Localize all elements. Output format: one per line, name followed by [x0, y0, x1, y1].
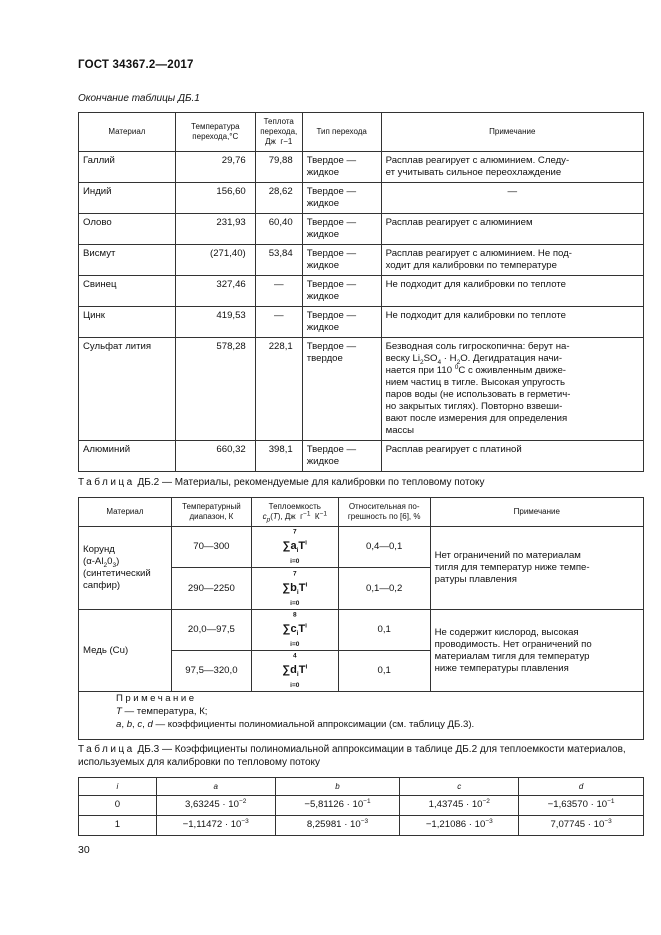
index-cell: 1 [79, 816, 157, 836]
heat-cell: 53,84 [255, 245, 302, 276]
range-cell: 70—300 [171, 527, 251, 568]
table-row [79, 245, 644, 276]
range-cell: 290—2250 [171, 568, 251, 610]
type-cell: Твердое — жидкое [302, 152, 381, 183]
table-row [79, 307, 644, 338]
document-header: ГОСТ 34367.2—2017 [78, 59, 194, 71]
sum-upper-limit: 7 [292, 528, 297, 536]
table3-header-row [79, 778, 644, 796]
table-row [79, 152, 644, 183]
sum-upper-limit: 8 [292, 611, 297, 619]
note-cell: Безводная соль гигроскопична: берут на- веску $Li_2SO_4 \cdot H_2O$. Дегидратация начи- нается при 110 $^0$С с оживленным движе- нием частиц в тигле. Высокая упругость паров воды (не использовать в герметич- но закрытых тиглях). Повторно взвеши- вают после измерения для определения массы [381, 338, 643, 441]
table1-header-cell: Примечание [381, 113, 643, 152]
temp-cell: 419,53 [175, 307, 255, 338]
table2-caption-label: Таблица [78, 477, 135, 488]
sum-lower-limit: i=0 [290, 641, 300, 649]
heat-cell: 28,62 [255, 183, 302, 214]
error-cell: 0,4—0,1 [338, 527, 430, 568]
type-cell: Твердое — жидкое [302, 245, 381, 276]
heat-cell: 60,40 [255, 214, 302, 245]
table1-header-row [79, 113, 644, 152]
table2-header-cell: Теплоемкость $c_p(T)$, Дж $г^{-1}$ $К^{-1}$ [251, 498, 338, 527]
table-row [79, 441, 644, 472]
note-cell: — [381, 183, 643, 214]
error-cell: 0,1 [338, 651, 430, 692]
coef-cell: $-1,11472 \cdot 10^{-3}$ [156, 816, 275, 836]
sum-upper-limit: 4 [292, 652, 297, 660]
heat-cell: 228,1 [255, 338, 302, 441]
note-cell: Не подходит для калибровки по теплоте [381, 307, 643, 338]
material-cell: Висмут [79, 245, 176, 276]
note-line: a, b, c, d — коэффициенты полиномиальной аппроксимации (см. таблицу ДБ.3). [116, 719, 475, 730]
temp-cell: 29,76 [175, 152, 255, 183]
material-cell: Сульфат лития [79, 338, 176, 441]
table1-header-cell: Материал [79, 113, 176, 152]
temp-cell: 578,28 [175, 338, 255, 441]
coef-cell: $8,25981 \cdot 10^{-3}$ [275, 816, 400, 836]
coef-cell: $1,43745 \cdot 10^{-2}$ [400, 796, 519, 816]
temp-cell: 231,93 [175, 214, 255, 245]
type-cell: Твердое — жидкое [302, 214, 381, 245]
table1-header-cell: Температура перехода,°С [175, 113, 255, 152]
note-cell: Не подходит для калибровки по теплоте [381, 276, 643, 307]
type-cell: Твердое — жидкое [302, 307, 381, 338]
note-cell: Нет ограничений по материалам тигля для температур ниже темпе- ратуры плавления [430, 527, 643, 610]
table3 [78, 777, 644, 836]
error-cell: 0,1 [338, 610, 430, 651]
formula-cell: $^7$ $\sum b_iT^i$ $_{i=0}$ [251, 568, 338, 610]
material-cell: Свинец [79, 276, 176, 307]
type-cell: Твердое — жидкое [302, 441, 381, 472]
table2-header-row [79, 498, 644, 527]
error-cell: 0,1—0,2 [338, 568, 430, 610]
note-cell: Расплав реагирует с алюминием. Следу- ет учитывать сильное переохлаждение [381, 152, 643, 183]
note-title: Примечание [116, 693, 197, 704]
note-cell: Расплав реагирует с платиной [381, 441, 643, 472]
material-cell: Индий [79, 183, 176, 214]
table3-caption-label: Таблица [78, 744, 135, 755]
note-line: T — температура, К; [116, 706, 208, 717]
heat-cell: — [255, 307, 302, 338]
coef-cell: $-1,63570 \cdot 10^{-1}$ [519, 796, 644, 816]
material-cell: Корунд $(\alpha-Al_20_3)$ (синтетический сапфир) [79, 527, 172, 610]
sum-upper-limit: 7 [292, 569, 297, 577]
table2-header-cell: Материал [79, 498, 172, 527]
table-row [79, 527, 644, 568]
table3-header-cell: a [156, 778, 275, 796]
index-cell: 0 [79, 796, 157, 816]
table3-header-cell: c [400, 778, 519, 796]
table-row [79, 276, 644, 307]
page-number: 30 [78, 844, 90, 856]
table-row [79, 610, 644, 651]
range-cell: 20,0—97,5 [171, 610, 251, 651]
table3-header-cell: d [519, 778, 644, 796]
type-cell: Твердое — жидкое [302, 276, 381, 307]
table2-caption [78, 476, 485, 489]
temp-cell: 156,60 [175, 183, 255, 214]
table1 [78, 112, 644, 472]
type-cell: Твердое — твердое [302, 338, 381, 441]
table-row [79, 338, 644, 441]
temp-cell: 327,46 [175, 276, 255, 307]
range-cell: 97,5—320,0 [171, 651, 251, 692]
table-row [79, 183, 644, 214]
material-cell: Алюминий [79, 441, 176, 472]
formula-cell: $^4$ $\sum d_iT^i$ $_{i=0}$ [251, 651, 338, 692]
table1-header-cell: Теплота перехода, Дж г−1 [255, 113, 302, 152]
table2-caption-text: ДБ.2 — Материалы, рекомендуемые для калибровки по тепловому потоку [137, 477, 485, 488]
table2-header-cell: Примечание [430, 498, 643, 527]
sum-lower-limit: i=0 [290, 682, 300, 690]
coef-cell: $-1,21086 \cdot 10^{-3}$ [400, 816, 519, 836]
heat-cell: — [255, 276, 302, 307]
material-cell: Галлий [79, 152, 176, 183]
table1-caption: Окончание таблицы ДБ.1 [78, 93, 200, 104]
temp-cell: 660,32 [175, 441, 255, 472]
table3-header-cell: i [79, 778, 157, 796]
table2-note [116, 692, 474, 731]
heat-cell: 79,88 [255, 152, 302, 183]
table-row [79, 796, 644, 816]
table2-header-cell: Температурный диапазон, К [171, 498, 251, 527]
note-cell: Расплав реагирует с алюминием. Не под- ходит для калибровки по температуре [381, 245, 643, 276]
table2-header-cell: Относительная по- грешность по [6], % [338, 498, 430, 527]
note-cell: Расплав реагирует с алюминием [381, 214, 643, 245]
heat-cell: 398,1 [255, 441, 302, 472]
table-row [79, 816, 644, 836]
sum-lower-limit: i=0 [290, 599, 300, 607]
coef-cell: $7,07745 \cdot 10^{-3}$ [519, 816, 644, 836]
type-cell: Твердое — жидкое [302, 183, 381, 214]
formula-cell: $^8$ $\sum c_iT^i$ $_{i=0}$ [251, 610, 338, 651]
coef-cell: $3,63245 \cdot 10^{-2}$ [156, 796, 275, 816]
formula-cell: $^7$ $\sum a_iT^i$ $_{i=0}$ [251, 527, 338, 568]
table3-caption-text: ДБ.3 — Коэффициенты полиномиальной аппроксимации в таблице ДБ.2 для теплоемкости материалов, используемых для калибровки по тепловому потоку [78, 744, 626, 768]
table1-header-cell: Тип перехода [302, 113, 381, 152]
material-cell: Олово [79, 214, 176, 245]
table-row [79, 214, 644, 245]
table3-caption [78, 743, 644, 769]
material-cell: Медь (Cu) [79, 610, 172, 692]
table3-header-cell: b [275, 778, 400, 796]
coef-cell: $-5,81126 \cdot 10^{-1}$ [275, 796, 400, 816]
note-cell: Не содержит кислород, высокая проводимость. Нет ограничений по материалам тигля для температур ниже температуры плавления [430, 610, 643, 692]
material-cell: Цинк [79, 307, 176, 338]
sum-lower-limit: i=0 [290, 558, 300, 566]
temp-cell: (271,40) [175, 245, 255, 276]
